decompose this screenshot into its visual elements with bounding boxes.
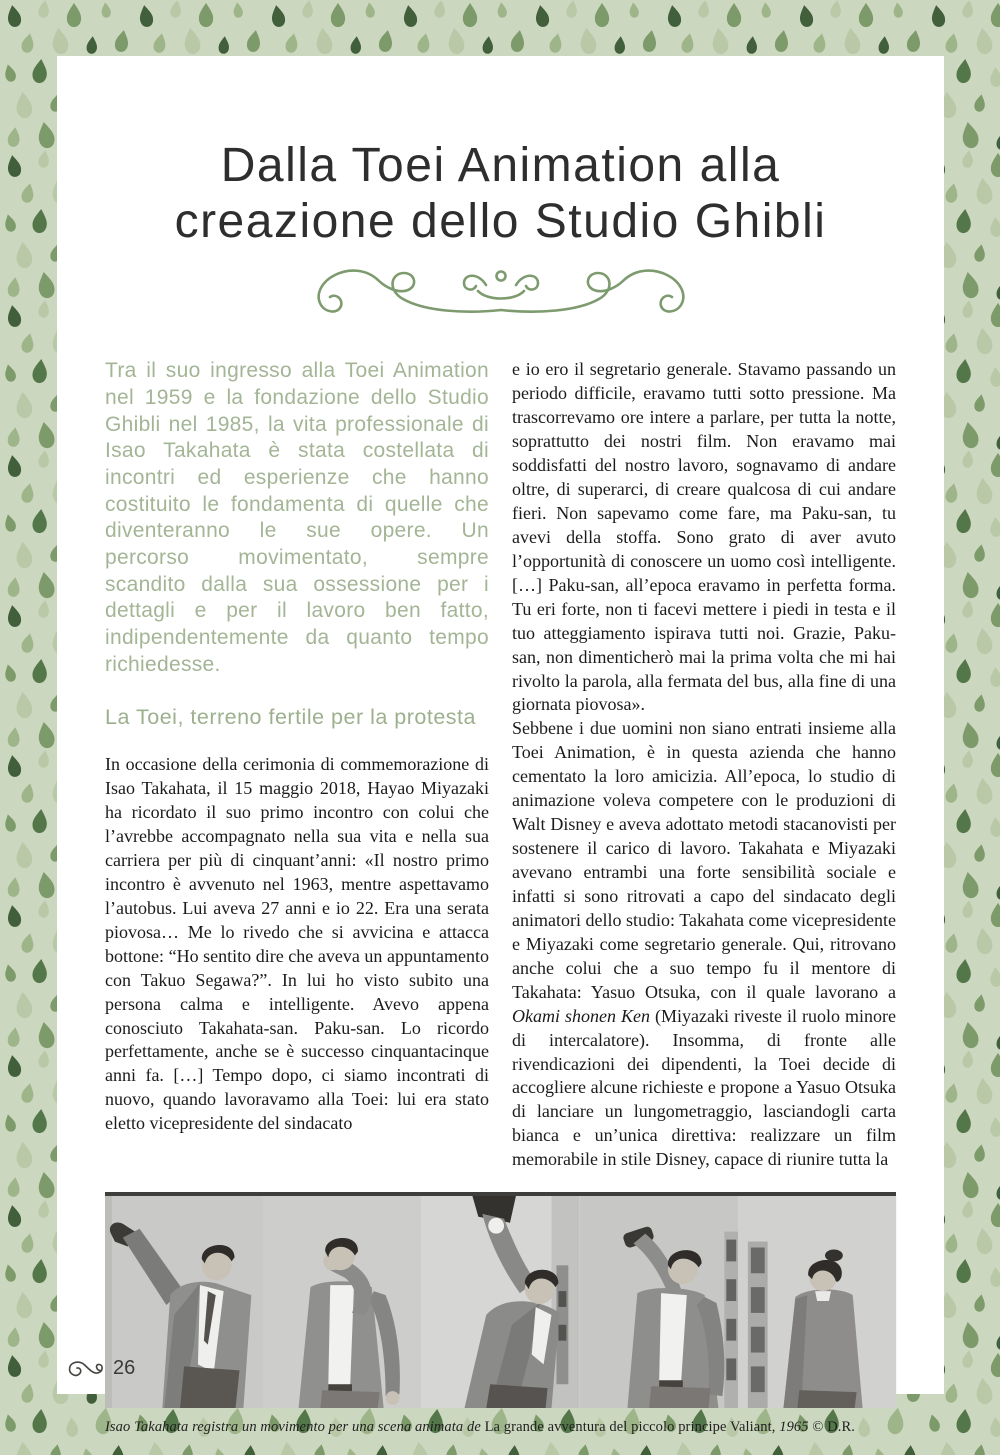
page-title [87, 138, 914, 250]
swirl-ornament-icon [66, 1359, 106, 1379]
caption-lead: Isao Takahata registra un movimento per una scena animata de [105, 1419, 481, 1436]
photo-frame-2 [263, 1196, 421, 1408]
photo-frame-4 [580, 1196, 738, 1408]
page-number: 26 [113, 1357, 136, 1379]
photo-frame-3 [421, 1196, 579, 1408]
body-right-2-tail: (Miyazaki riveste il ruolo minore di intercalatore). Insomma, di fronte alle rivendicazioni dei dipendenti, la Toei decide di accogliere alcune richieste e propone a Yasuo Otsuka di lanciare un lungometraggio, lasciandogli carta bianca e un’unica direttiva: realizzare un film memorabile in stile Disney, capace di riunire tutta la [512, 1005, 896, 1170]
page-footer [66, 1357, 135, 1380]
caption-year: 1965 [779, 1419, 809, 1436]
body-paragraph-right-1: e io ero il segretario generale. Stavamo passando un periodo difficile, eravamo tutti sotto pressione. Ma trascorrevamo ore intere a parlare, per tutta la notte, soprattutto dei nostri film. Non eravamo mai soddisfatti del nostro lavoro, sognavamo di andare oltre, di superarci, di creare qualcosa di cui andare fieri. Non sapevamo come fare, ma Paku-san, tu avevi della stoffa. Sono grato di aver avuto l’opportunità di conoscere un uomo così intelligente. […] Paku-san, all’epoca eravamo in perfetta forma. Tu eri forte, non ti facevi mettere i piedi in testa e il tuo atteggiamento ispirava tutti noi. Grazie, Paku-san, non dimenticherò mai la prima volta che mi hai rivolto la parola, alla fermata del bus, alla fine di una giornata piovosa». [512, 359, 896, 715]
section-heading: La Toei, terreno fertile per la protesta [105, 705, 476, 730]
caption-credit: © D.R. [808, 1419, 855, 1436]
flourish-divider-icon [286, 260, 716, 324]
body-paragraph-right-2 [512, 717, 896, 1172]
intro-paragraph: Tra il suo ingresso alla Toei Animation nel 1959 e la fondazione dello Studio Ghibli nel 1985, la vita professionale di Isao Takahata è stata costellata di incontri ed esperienze che hanno costituito le fondamenta di quelle che diventeranno le sue opere. Un percorso movimentato, sempre scandito dalla sua ossessione per i dettagli e per il lavoro ben fatto, indipendentemente da quanto tempo richiedesse. [105, 359, 489, 676]
page-title-line1: Dalla Toei Animation alla [220, 139, 781, 192]
book-page [57, 56, 944, 1436]
caption-film-title: La grande avventura del piccolo principe Valiant [480, 1419, 772, 1436]
photo-strip [105, 1192, 896, 1408]
left-column [105, 358, 489, 1172]
body-paragraph-left: In occasione della cerimonia di commemorazione di Isao Takahata, il 15 maggio 2018, Hayao Miyazaki ha ricordato il suo primo incontro con colui che l’avrebbe accompagnato nella sua vita e nella sua carriera per più di cinquant’anni: «Il nostro primo incontro è avvenuto nel 1963, mentre aspettavamo l’autobus. Lui aveva 27 anni e io 22. Era una serata piovosa… Me lo rivedo che si avvicina e attacca bottone: “Ho sentito dire che aveva un appuntamento con Takuo Segawa?”. In lui ho visto subito una persona calma e intelligente. Avevo appena conosciuto Takahata-san. Paku-san. Lo ricordo perfettamente, anche se è successo cinquantacinque anni fa. […] Tempo dopo, ci siamo incontrati di nuovo, quando lavoravamo alla Toei: lui era stato eletto vicepresidente del sindacato [105, 754, 489, 1134]
page-title-line2: creazione dello Studio Ghibli [174, 195, 827, 249]
film-title-italic: Okami shonen Ken [512, 1005, 650, 1026]
right-column [512, 358, 896, 1172]
photo-caption [105, 1419, 896, 1436]
two-column-text [105, 358, 896, 1172]
photo-frame-5 [738, 1196, 896, 1408]
body-right-2-lead: Sebbene i due uomini non siano entrati insieme alla Toei Animation, è in questa azienda che hanno cementato la loro amicizia. All’epoca, lo studio di animazione voleva competere con le produzioni di Walt Disney e aveva adottato metodi stacanovisti per sostenere il carico di lavoro. Takahata e Miyazaki avevano entrambi una forte sensibilità sociale e infatti si sono ritrovati a capo del sindacato degli animatori dello studio: Takahata come vicepresidente e Miyazaki come segretario generale. Qui, ritrovano anche colui che a suo tempo fu il mentore di Takahata: Yasuo Otsuka, con il quale lavorano a [512, 718, 896, 1002]
caption-separator: , [771, 1419, 780, 1436]
